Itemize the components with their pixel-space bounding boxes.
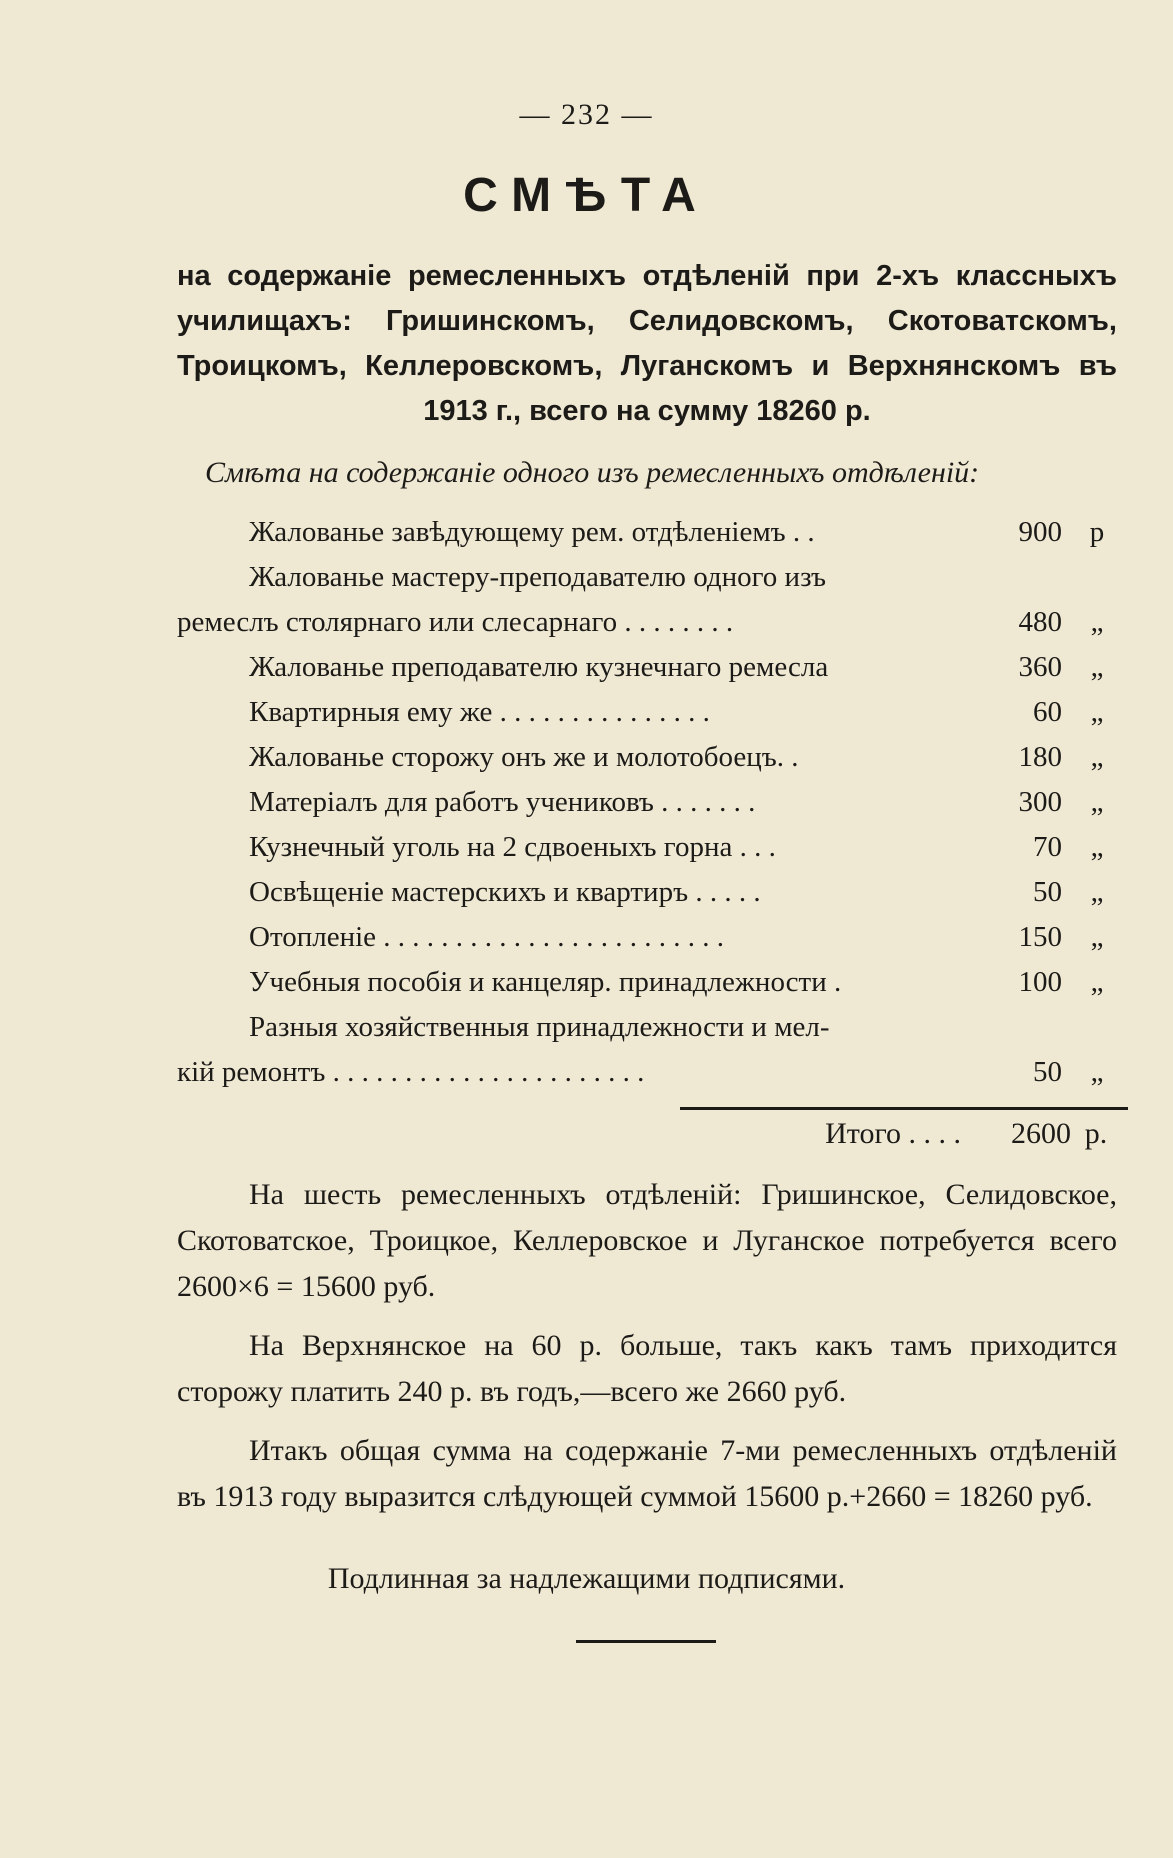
total-row (560, 1110, 1116, 1158)
estimate-table (177, 510, 1117, 1095)
item-label: Учебныя пособія и канцеляр. принадлежности . (249, 966, 842, 998)
item-label: кій ремонтъ . . . . . . . . . . . . . . . . . . . . . . (177, 1056, 645, 1088)
item-label: Жалованье мастеру-преподавателю одного изъ (249, 561, 827, 593)
table-row (177, 735, 1117, 780)
item-label: ремеслъ столярнаго или слесарнаго . . . . . . . . (177, 606, 734, 638)
table-row (177, 915, 1117, 960)
paragraph: Итакъ общая сумма на содержаніе 7-ми ремесленныхъ отдѣленій въ 1913 году выразится слѣдующей суммой 15600 р.+2660 = 18260 руб. (177, 1434, 1117, 1513)
page-number: — 232 — (519, 98, 654, 131)
table-row (177, 600, 1117, 645)
item-amount: 900 (1018, 516, 1062, 548)
item-amount: 50 (1033, 1056, 1062, 1088)
item-unit: „ (1090, 831, 1104, 863)
item-label: Жалованье завѣдующему рем. отдѣленіемъ . . (249, 516, 815, 548)
table-row (177, 1050, 1117, 1095)
item-label: Жалованье преподавателю кузнечнаго ремесла (249, 651, 829, 683)
estimate-heading: Смѣта на содержаніе одного изъ ремесленныхъ отдѣленій: (205, 456, 980, 489)
item-label: Освѣщеніе мастерскихъ и квартиръ . . . . . (249, 876, 761, 908)
item-amount: 150 (1018, 921, 1062, 953)
table-row (177, 690, 1117, 735)
table-row (177, 555, 1117, 600)
item-label: Матеріалъ для работъ учениковъ . . . . . . . (249, 786, 756, 818)
item-amount: 100 (1018, 966, 1062, 998)
body-text (177, 1172, 1117, 1533)
total-amount: 2600 (1011, 1117, 1071, 1150)
item-unit: „ (1090, 741, 1104, 773)
item-amount: 60 (1033, 696, 1062, 728)
table-row (177, 645, 1117, 690)
closing-line: Подлинная за надлежащими подписями. (327, 1562, 846, 1595)
item-unit: р (1089, 516, 1105, 548)
item-amount: 300 (1018, 786, 1062, 818)
item-amount: 480 (1018, 606, 1062, 638)
item-unit: „ (1090, 966, 1104, 998)
item-unit: „ (1090, 606, 1104, 638)
total-unit: р. (1084, 1117, 1108, 1150)
table-row (177, 825, 1117, 870)
item-unit: „ (1090, 876, 1104, 908)
item-amount: 50 (1033, 876, 1062, 908)
total-label: Итого . . . . (825, 1117, 961, 1150)
item-amount: 180 (1018, 741, 1062, 773)
table-row (177, 1005, 1117, 1050)
item-amount: 360 (1018, 651, 1062, 683)
item-label: Разныя хозяйственныя принадлежности и мел- (249, 1011, 830, 1043)
item-unit: „ (1090, 786, 1104, 818)
table-row (177, 870, 1117, 915)
item-unit: „ (1090, 651, 1104, 683)
document-subtitle: на содержаніе ремесленныхъ отдѣленій при 2-хъ классныхъ училищахъ: Гришинскомъ, Селидовскомъ, Скотоватскомъ, Троицкомъ, Келлеровскомъ, Луганскомъ и Верхнянскомъ въ 1913 г., всего на сумму 18260 р. (177, 260, 1117, 427)
table-row (177, 510, 1117, 555)
item-unit: „ (1090, 696, 1104, 728)
item-unit: „ (1090, 1056, 1104, 1088)
item-label: Отопленіе . . . . . . . . . . . . . . . . . . . . . . . . (249, 921, 725, 953)
item-label: Кузнечный уголь на 2 сдвоеныхъ горна . . . (249, 831, 776, 863)
item-amount: 70 (1033, 831, 1062, 863)
document-title: СМѢТА (463, 169, 710, 222)
paragraph: На шесть ремесленныхъ отдѣленій: Гришинское, Селидовское, Скотоватское, Троицкое, Келлеровское и Луганское потребуется всего 2600×6 = 15600 руб. (177, 1178, 1117, 1303)
table-row (177, 960, 1117, 1005)
item-label: Квартирныя ему же . . . . . . . . . . . . . . . (249, 696, 710, 728)
end-rule (576, 1640, 716, 1643)
paragraph: На Верхнянское на 60 р. больше, такъ какъ тамъ приходится сторожу платить 240 р. въ годъ,—всего же 2660 руб. (177, 1329, 1117, 1408)
item-unit: „ (1090, 921, 1104, 953)
table-row (177, 780, 1117, 825)
item-label: Жалованье сторожу онъ же и молотобоецъ. . (249, 741, 799, 773)
